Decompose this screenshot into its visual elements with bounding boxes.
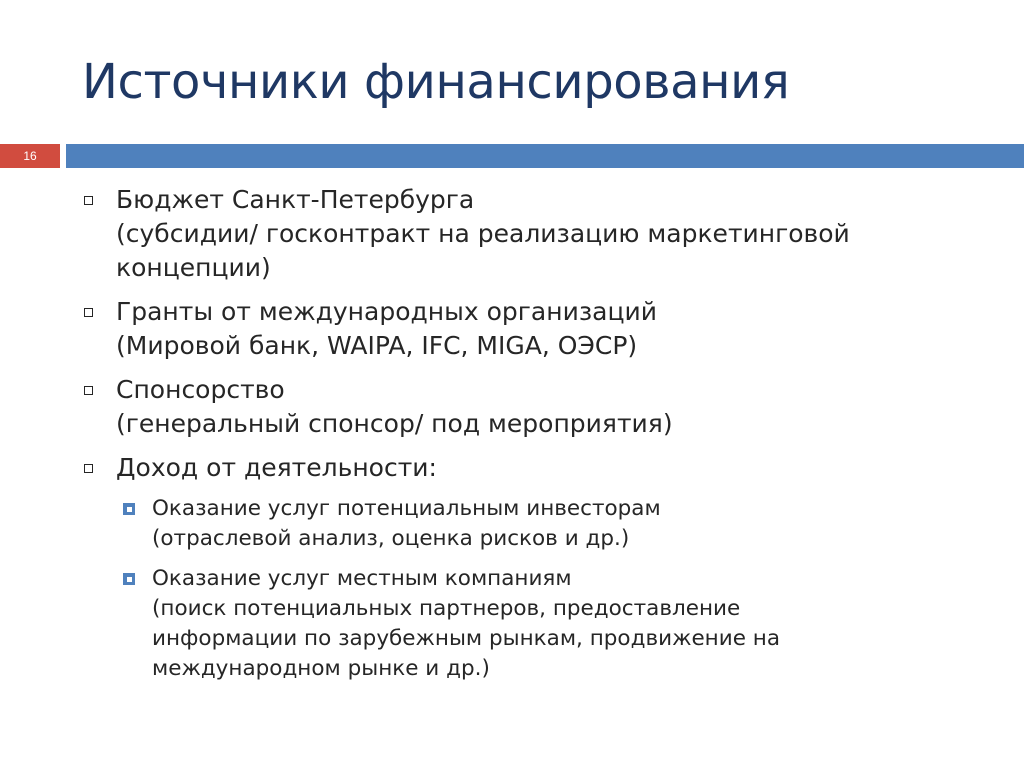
bullet-label: Доход от деятельности: — [116, 453, 437, 482]
bullet-label: Гранты от международных организаций — [116, 297, 657, 326]
sub-bullet-detail: (поиск потенциальных партнеров, предоставление — [152, 596, 741, 621]
bullet-label: Бюджет Санкт-Петербурга — [116, 185, 475, 214]
filled-square-bullet-icon — [123, 573, 135, 585]
bullet-detail: концепции) — [116, 253, 271, 282]
sub-bullet-detail: (отраслевой анализ, оценка рисков и др.) — [152, 526, 630, 551]
bullet-item-grants — [116, 295, 996, 363]
slide-number: 16 — [23, 149, 37, 163]
bullet-detail: (Мировой банк, WAIPA, IFC, MIGA, ОЭСР) — [116, 331, 638, 360]
bullet-item-budget — [116, 183, 996, 285]
sub-bullet-label: Оказание услуг потенциальным инвесторам — [152, 496, 661, 521]
sub-bullet-detail: информации по зарубежным рынкам, продвижение на — [152, 626, 781, 651]
square-bullet-icon — [84, 196, 93, 205]
filled-square-bullet-icon — [123, 503, 135, 515]
bullet-item-sponsorship — [116, 373, 996, 441]
bullet-detail: (субсидии/ госконтракт на реализацию маркетинговой — [116, 219, 850, 248]
sub-bullet-detail: международном рынке и др.) — [152, 656, 490, 681]
sub-bullet-label: Оказание услуг местным компаниям — [152, 566, 572, 591]
bullet-detail: (генеральный спонсор/ под мероприятия) — [116, 409, 673, 438]
bullet-item-income — [116, 451, 996, 485]
sub-bullet-item-investors — [152, 494, 992, 554]
square-bullet-icon — [84, 308, 93, 317]
square-bullet-icon — [84, 464, 93, 473]
slide-title: Источники финансирования — [82, 54, 790, 110]
bullet-label: Спонсорство — [116, 375, 285, 404]
sub-bullet-item-local-companies — [152, 564, 992, 684]
square-bullet-icon — [84, 386, 93, 395]
